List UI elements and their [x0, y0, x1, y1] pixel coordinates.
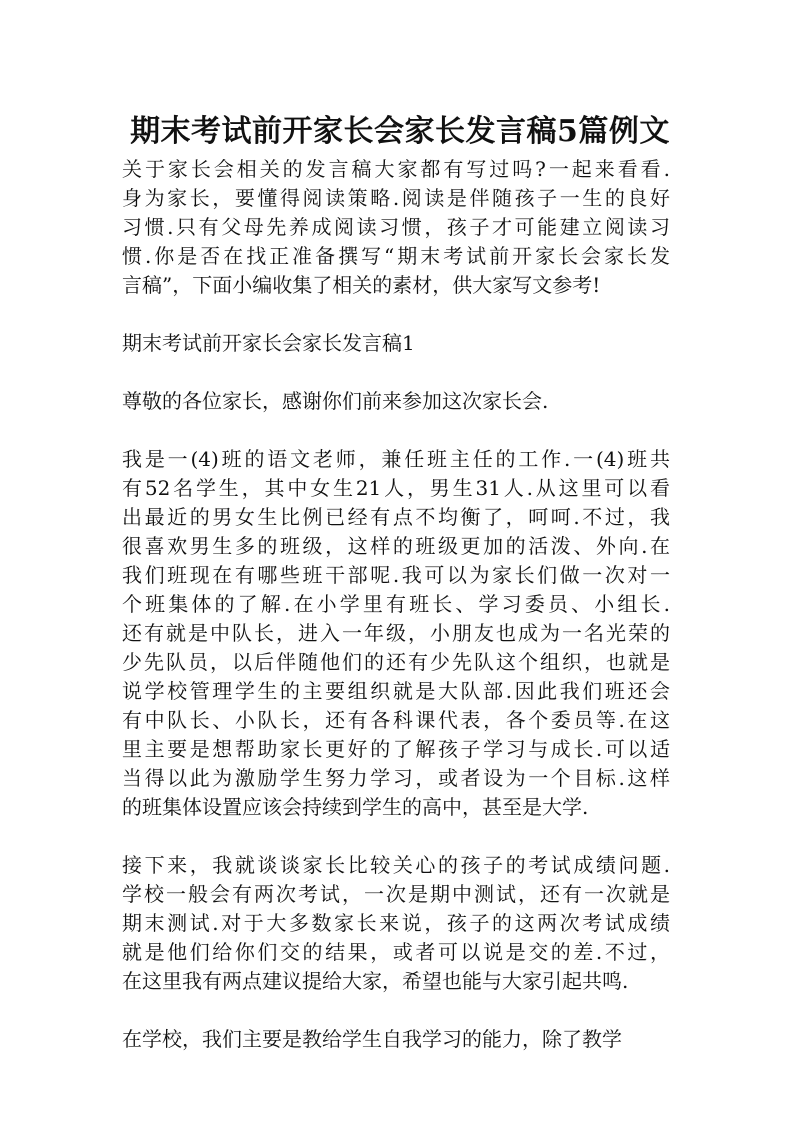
text-line: 个班集体的了解.在小学里有班长、学习委员、小组长.	[122, 592, 670, 616]
paragraph-gap	[122, 416, 670, 445]
text-line: 有52名学生，其中女生21人，男生31人.从这里可以看	[122, 476, 670, 500]
paragraph-gap	[122, 822, 670, 851]
text-line: 当得以此为激励学生努力学习，或者设为一个目标.这样	[122, 766, 670, 790]
text-line: 还有就是中队长，进入一年级，小朋友也成为一名光荣的	[122, 621, 670, 645]
text-line: 的班集体设置应该会持续到学生的高中，甚至是大学.	[122, 795, 589, 819]
paragraph-gap	[122, 358, 670, 387]
text-line: 就是他们给你们交的结果，或者可以说是交的差.不过，	[122, 940, 670, 964]
text-line: 尊敬的各位家长，感谢你们前来参加这次家长会.	[122, 389, 549, 413]
text-line: 出最近的男女生比例已经有点不均衡了，呵呵.不过，我	[122, 505, 670, 529]
text-line: 期末考试前开家长会家长发言稿1	[122, 331, 415, 355]
section-heading	[122, 329, 670, 358]
text-line: 期末测试.对于大多数家长来说，孩子的这两次考试成绩	[122, 911, 670, 935]
text-line: 接下来，我就谈谈家长比较关心的孩子的考试成绩问题.	[122, 853, 670, 877]
document-body	[122, 155, 670, 1054]
text-line: 在这里我有两点建议提给大家，希望也能与大家引起共鸣.	[122, 969, 629, 993]
text-line: 身为家长，要懂得阅读策略.阅读是伴随孩子一生的良好	[122, 186, 670, 210]
text-line: 言稿”，下面小编收集了相关的素材，供大家写文参考!	[122, 273, 601, 297]
document-title: 期末考试前开家长会家长发言稿5篇例文	[130, 114, 670, 149]
text-line: 里主要是想帮助家长更好的了解孩子学习与成长.可以适	[122, 737, 670, 761]
greeting-paragraph	[122, 387, 670, 416]
text-line: 在学校，我们主要是教给学生自我学习的能力，除了教学	[122, 1027, 622, 1051]
text-line: 学校一般会有两次考试，一次是期中测试，还有一次就是	[122, 882, 670, 906]
text-line: 我们班现在有哪些班干部呢.我可以为家长们做一次对一	[122, 563, 670, 587]
text-line: 习惯.只有父母先养成阅读习惯，孩子才可能建立阅读习	[122, 215, 670, 239]
intro-paragraph	[122, 155, 670, 300]
text-line: 很喜欢男生多的班级，这样的班级更加的活泼、外向.在	[122, 534, 670, 558]
text-line: 我是一(4)班的语文老师，兼任班主任的工作.一(4)班共	[122, 447, 670, 471]
text-line: 少先队员，以后伴随他们的还有少先队这个组织，也就是	[122, 650, 670, 674]
paragraph-gap	[122, 300, 670, 329]
text-line: 有中队长、小队长，还有各科课代表，各个委员等.在这	[122, 708, 670, 732]
text-line: 说学校管理学生的主要组织就是大队部.因此我们班还会	[122, 679, 670, 703]
paragraph-gap	[122, 996, 670, 1025]
class-intro-paragraph	[122, 445, 670, 822]
school-paragraph	[122, 1025, 670, 1054]
text-line: 关于家长会相关的发言稿大家都有写过吗?一起来看看.	[122, 157, 670, 181]
text-line: 惯.你是否在找正准备撰写“期末考试前开家长会家长发	[122, 244, 670, 268]
exam-paragraph	[122, 851, 670, 996]
